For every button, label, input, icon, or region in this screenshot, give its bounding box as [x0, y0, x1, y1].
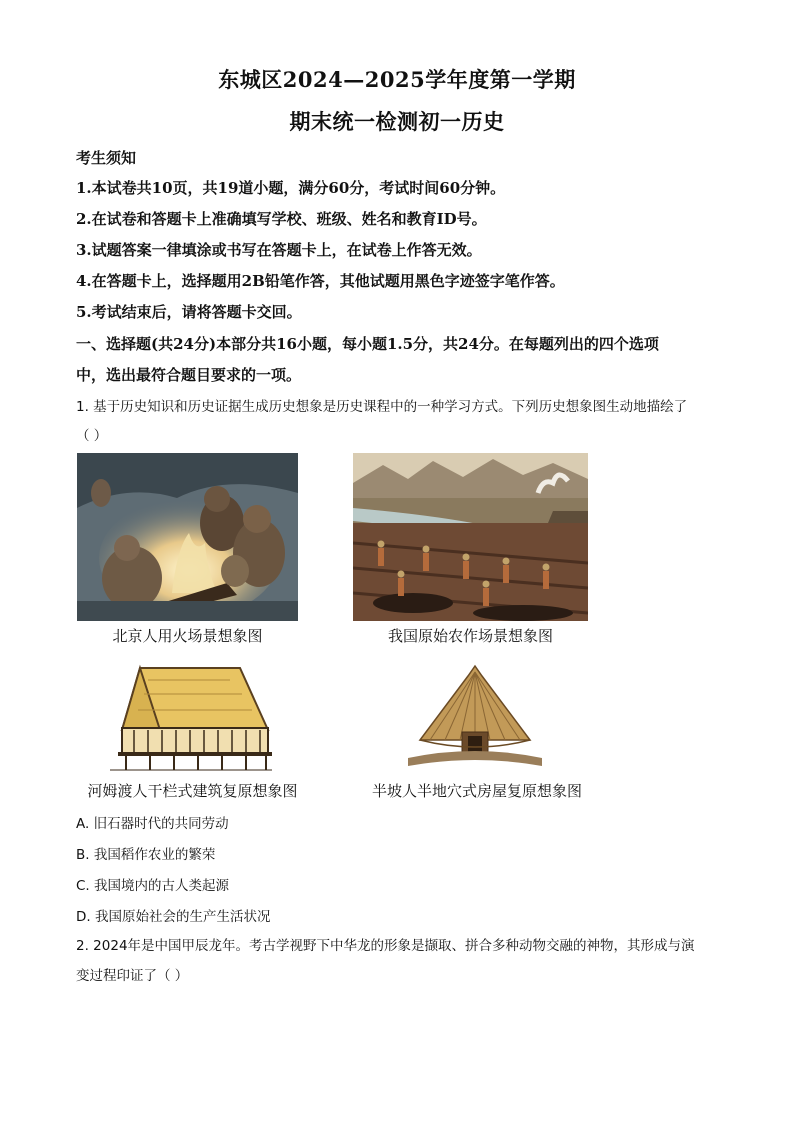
- q1-option-a: A. 旧石器时代的共同劳动: [76, 816, 229, 832]
- notice-item-4: 4.在答题卡上，选择题用2B铅笔作答，其他试题用黑色字迹签字笔作答。: [76, 272, 565, 290]
- q2-stem-line1: 2. 2024年是中国甲辰龙年。考古学视野下中华龙的形象是撷取、拼合多种动物交融的神物，其形成与演: [76, 938, 695, 954]
- notice-item-3: 3.试题答案一律填涂或书写在答题卡上，在试卷上作答无效。: [76, 241, 482, 259]
- q2-stem-line2: 变过程印证了（ ）: [76, 968, 189, 984]
- caption-hemudu-house: 河姆渡人干栏式建筑复原想象图: [87, 782, 298, 800]
- banpo-semi-subterranean-house-illustration: [400, 662, 550, 770]
- caption-peking-man: 北京人用火场景想象图: [112, 627, 263, 645]
- hemudu-stilt-house-illustration: [100, 660, 275, 772]
- notice-heading: 考生须知: [76, 149, 137, 167]
- section1-instructions-line1: 一、选择题(共24分)本部分共16小题，每小题1.5分，共24分。在每题列出的四个选项: [76, 335, 659, 353]
- q1-option-b: B. 我国稻作农业的繁荣: [76, 847, 216, 863]
- notice-item-2: 2.在试卷和答题卡上准确填写学校、班级、姓名和教育ID号。: [76, 210, 487, 228]
- primitive-farming-illustration: [353, 453, 588, 621]
- caption-primitive-farming: 我国原始农作场景想象图: [387, 627, 553, 645]
- q1-stem-line1: 1. 基于历史知识和历史证据生成历史想象是历史课程中的一种学习方式。下列历史想象图生动地描绘了: [76, 399, 688, 415]
- peking-man-fire-illustration: [77, 453, 298, 621]
- exam-title-line2: 期末统一检测初一历史: [289, 109, 505, 134]
- q1-option-c: C. 我国境内的古人类起源: [76, 878, 230, 894]
- caption-banpo-house: 半坡人半地穴式房屋复原想象图: [371, 782, 582, 800]
- notice-item-1: 1.本试卷共10页，共19道小题，满分60分，考试时间60分钟。: [76, 179, 506, 197]
- exam-title-line1: 东城区2024—2025学年度第一学期: [218, 67, 576, 92]
- q1-option-d: D. 我国原始社会的生产生活状况: [76, 909, 271, 925]
- section1-instructions-line2: 中，选出最符合题目要求的一项。: [76, 366, 302, 384]
- notice-item-5: 5.考试结束后，请将答题卡交回。: [76, 303, 302, 321]
- q1-stem-line2: （ ）: [76, 428, 108, 444]
